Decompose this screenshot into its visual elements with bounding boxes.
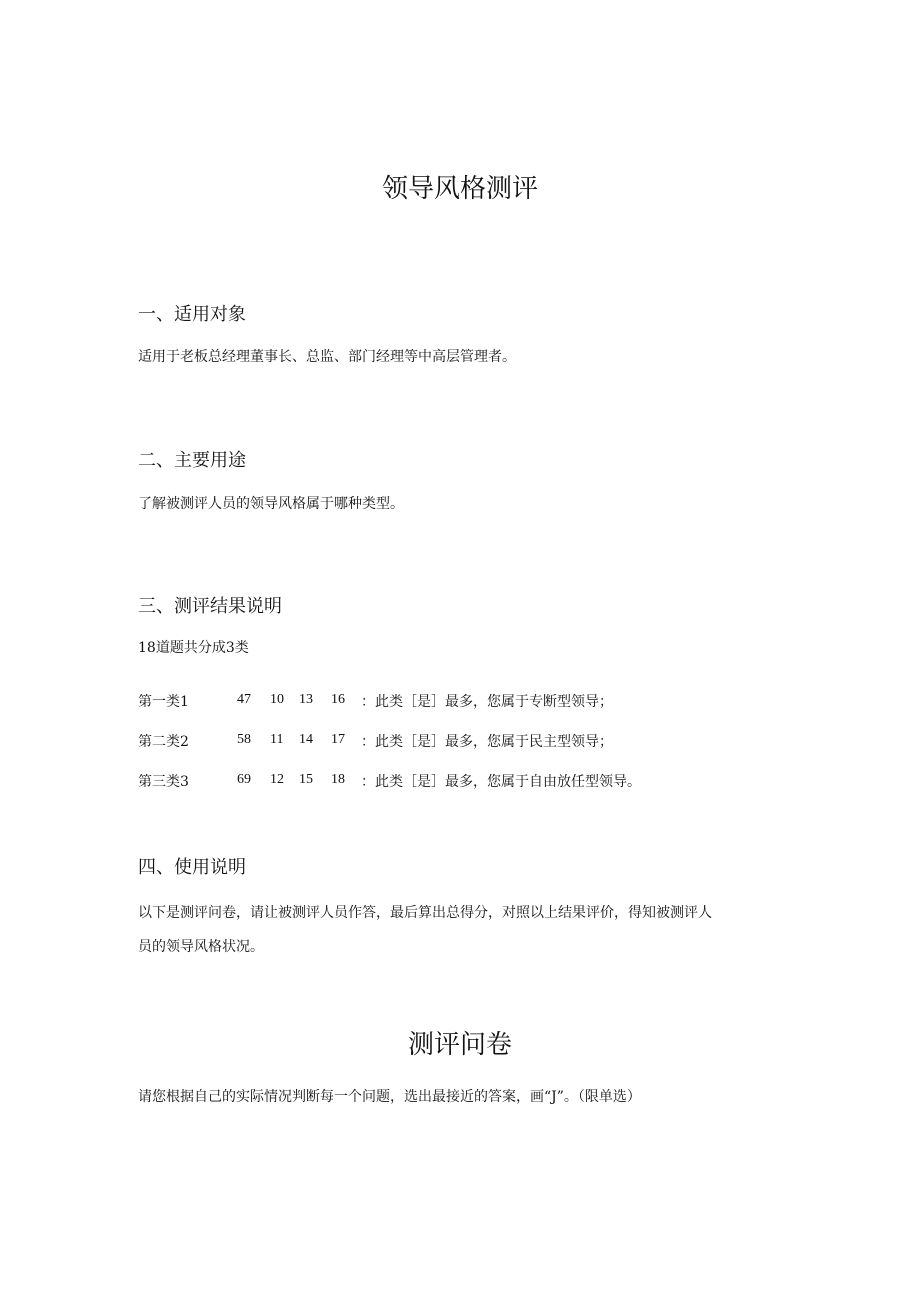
section-body-usage-line2: 员的领导风格状况。 <box>138 939 264 955</box>
category-number: 11 <box>270 732 284 747</box>
section-heading-purpose: 二、主要用途 <box>138 450 246 471</box>
section-body-usage-line1: 以下是测评问卷，请让被测评人员作答，最后算出总得分，对照以上结果评价，得知被测评人 <box>138 905 712 921</box>
category-description: ：此类［是］最多，您属于专断型领导； <box>361 694 613 710</box>
questionnaire-title: 测评问卷 <box>407 1030 512 1060</box>
category-number: 15 <box>299 772 313 787</box>
section-heading-results: 三、测评结果说明 <box>138 596 282 617</box>
category-number: 47 <box>237 692 251 707</box>
questionnaire-instruction: 请您根据自己的实际情况判断每一个问题，选出最接近的答案，画“J”。（限单选） <box>138 1089 641 1105</box>
category-description: ：此类［是］最多，您属于民主型领导； <box>361 734 613 750</box>
section-body-purpose: 了解被测评人员的领导风格属于哪种类型。 <box>138 496 404 512</box>
category-number: 12 <box>270 772 284 787</box>
category-label: 第一类1 <box>138 694 189 710</box>
category-number: 69 <box>237 772 251 787</box>
section-body-applicable: 适用于老板总经理董事长、总监、部门经理等中高层管理者。 <box>138 349 516 365</box>
category-number: 58 <box>237 732 251 747</box>
category-numbers <box>237 692 359 708</box>
category-label: 第三类3 <box>138 774 189 790</box>
category-number: 17 <box>331 732 345 747</box>
category-number: 18 <box>331 772 345 787</box>
category-number: 13 <box>299 692 313 707</box>
section-heading-applicable: 一、适用对象 <box>138 304 246 325</box>
section-body-results: 18道题共分成3类 <box>138 640 249 656</box>
category-description: ：此类［是］最多，您属于自由放任型领导。 <box>361 774 641 790</box>
section-heading-usage: 四、使用说明 <box>138 857 246 878</box>
category-number: 16 <box>331 692 345 707</box>
category-numbers <box>237 772 359 788</box>
category-label: 第二类2 <box>138 734 189 750</box>
category-number: 10 <box>270 692 284 707</box>
category-numbers <box>237 732 359 748</box>
category-number: 14 <box>299 732 313 747</box>
page-title: 领导风格测评 <box>381 174 538 204</box>
